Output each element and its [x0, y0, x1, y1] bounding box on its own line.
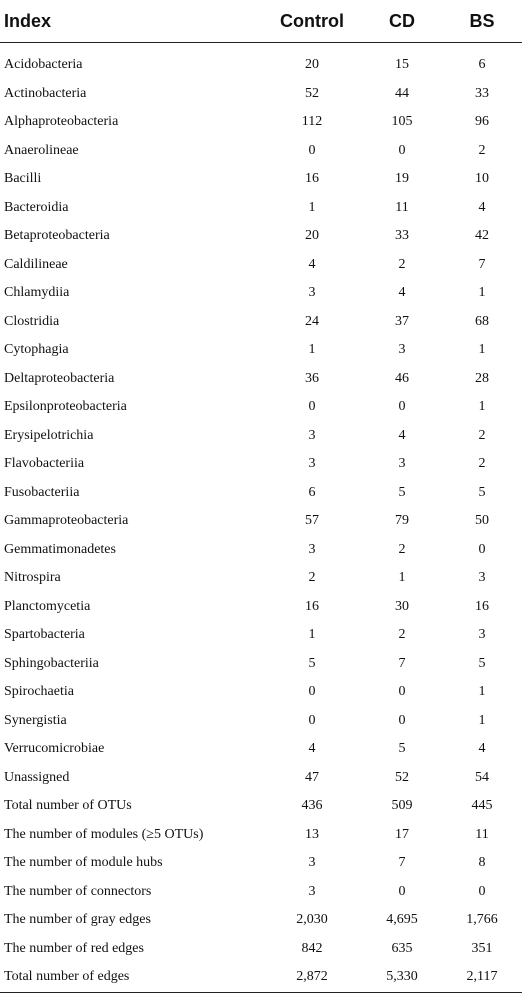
cell-control: 112 — [301, 114, 323, 130]
cell-index: Bacteroidia — [4, 199, 69, 215]
cell-cd: 44 — [395, 85, 409, 101]
table-row — [0, 507, 522, 536]
cell-bs: 3 — [478, 627, 486, 643]
cell-bs: 16 — [475, 598, 489, 614]
cell-control: 47 — [305, 769, 319, 785]
table-row — [0, 43, 522, 80]
table-row — [0, 279, 522, 308]
cell-bs: 28 — [475, 370, 489, 386]
cell-bs: 351 — [471, 940, 493, 956]
cell-control: 3 — [308, 285, 316, 301]
table-row — [0, 792, 522, 821]
cell-control: 52 — [305, 85, 319, 101]
cell-index: The number of red edges — [4, 940, 144, 956]
cell-control: 13 — [305, 826, 319, 842]
cell-cd: 79 — [395, 513, 409, 529]
cell-control: 20 — [305, 57, 319, 73]
table-row — [0, 108, 522, 137]
cell-index: The number of connectors — [4, 883, 152, 899]
cell-index: Total number of edges — [0, 963, 262, 992]
table-row — [0, 735, 522, 764]
cell-control: 842 — [301, 940, 323, 956]
cell-bs: 8 — [478, 855, 486, 871]
cell-index: The number of modules (≥5 OTUs) — [4, 826, 204, 842]
table-row — [0, 821, 522, 850]
cell-bs: 4 — [478, 741, 486, 757]
table-row — [0, 878, 522, 907]
table-row — [0, 536, 522, 565]
cell-index: Epsilonproteobacteria — [4, 399, 127, 415]
cell-bs: 3 — [478, 570, 486, 586]
cell-bs: 54 — [475, 769, 489, 785]
cell-bs: 5 — [478, 655, 486, 671]
table-row — [0, 422, 522, 451]
table-row — [0, 678, 522, 707]
cell-index: The number of module hubs — [4, 855, 163, 871]
table-row — [0, 764, 522, 793]
table-body — [0, 43, 522, 993]
cell-index: Anaerolineae — [4, 142, 79, 158]
cell-index: Cytophagia — [4, 342, 69, 358]
cell-cd: 37 — [395, 313, 409, 329]
cell-bs: 1 — [478, 684, 486, 700]
table-row — [0, 137, 522, 166]
cell-control: 20 — [305, 228, 319, 244]
cell-cd: 0 — [398, 142, 406, 158]
cell-cd: 4 — [398, 285, 406, 301]
table-row — [0, 650, 522, 679]
cell-index: Betaproteobacteria — [4, 228, 110, 244]
table-row — [0, 251, 522, 280]
cell-bs: 11 — [475, 826, 489, 842]
cell-bs: 6 — [478, 57, 486, 73]
cell-index: Erysipelotrichia — [4, 427, 94, 443]
cell-index: Unassigned — [4, 769, 70, 785]
cell-control: 36 — [305, 370, 319, 386]
table-row — [0, 308, 522, 337]
cell-cd: 1 — [398, 570, 406, 586]
cell-cd: 11 — [395, 199, 409, 215]
column-header-bs: BS — [442, 0, 522, 43]
cell-cd: 5,330 — [362, 963, 442, 992]
cell-cd: 2 — [398, 627, 406, 643]
cell-control: 5 — [308, 655, 316, 671]
cell-control: 57 — [305, 513, 319, 529]
cell-control: 6 — [308, 484, 316, 500]
cell-bs: 0 — [478, 883, 486, 899]
cell-control: 1 — [308, 342, 316, 358]
cell-index: Gammaproteobacteria — [4, 513, 129, 529]
table-row — [0, 479, 522, 508]
cell-bs: 1 — [478, 712, 486, 728]
cell-bs: 1 — [478, 342, 486, 358]
cell-control: 1 — [308, 199, 316, 215]
cell-cd: 17 — [395, 826, 409, 842]
cell-control: 436 — [301, 798, 323, 814]
cell-control: 3 — [308, 541, 316, 557]
cell-cd: 5 — [398, 484, 406, 500]
cell-bs: 2 — [478, 142, 486, 158]
cell-cd: 105 — [391, 114, 413, 130]
cell-index: Planctomycetia — [4, 598, 91, 614]
cell-control: 1 — [308, 627, 316, 643]
cell-index: Chlamydiia — [4, 285, 70, 301]
cell-index: Acidobacteria — [4, 57, 83, 73]
cell-bs: 7 — [478, 256, 486, 272]
cell-control: 4 — [308, 741, 316, 757]
cell-cd: 2 — [398, 256, 406, 272]
table-row — [0, 963, 522, 992]
cell-bs: 2,117 — [442, 963, 522, 992]
table-row — [0, 194, 522, 223]
cell-index: Alphaproteobacteria — [4, 114, 119, 130]
cell-cd: 19 — [395, 171, 409, 187]
cell-index: Total number of OTUs — [4, 798, 132, 814]
cell-control: 2 — [308, 570, 316, 586]
cell-control: 0 — [308, 142, 316, 158]
cell-control: 3 — [308, 456, 316, 472]
cell-bs: 1 — [478, 399, 486, 415]
cell-control: 3 — [308, 427, 316, 443]
table-row — [0, 336, 522, 365]
cell-index: Deltaproteobacteria — [4, 370, 115, 386]
table-row — [0, 906, 522, 935]
cell-index: Clostridia — [4, 313, 60, 329]
table-row — [0, 564, 522, 593]
cell-cd: 635 — [391, 940, 413, 956]
cell-index: The number of gray edges — [4, 912, 151, 928]
cell-bs: 96 — [475, 114, 489, 130]
cell-bs: 0 — [478, 541, 486, 557]
cell-control: 4 — [308, 256, 316, 272]
cell-cd: 3 — [398, 342, 406, 358]
cell-index: Nitrospira — [4, 570, 61, 586]
cell-control: 0 — [308, 684, 316, 700]
cell-cd: 509 — [391, 798, 413, 814]
cell-bs: 5 — [478, 484, 486, 500]
cell-bs: 10 — [475, 171, 489, 187]
cell-control: 0 — [308, 399, 316, 415]
cell-bs: 2 — [478, 427, 486, 443]
table-row — [0, 849, 522, 878]
cell-cd: 0 — [398, 883, 406, 899]
cell-control: 16 — [305, 598, 319, 614]
cell-control: 0 — [308, 712, 316, 728]
cell-index: Flavobacteriia — [4, 456, 85, 472]
cell-bs: 2 — [478, 456, 486, 472]
cell-bs: 50 — [475, 513, 489, 529]
table-row — [0, 165, 522, 194]
cell-cd: 52 — [395, 769, 409, 785]
cell-control: 3 — [308, 883, 316, 899]
table-row — [0, 621, 522, 650]
cell-bs: 68 — [475, 313, 489, 329]
cell-cd: 30 — [395, 598, 409, 614]
table-row — [0, 935, 522, 964]
cell-cd: 4,695 — [386, 912, 418, 928]
cell-cd: 0 — [398, 684, 406, 700]
cell-control: 3 — [308, 855, 316, 871]
cell-cd: 2 — [398, 541, 406, 557]
cell-cd: 0 — [398, 712, 406, 728]
table-row — [0, 450, 522, 479]
cell-cd: 15 — [395, 57, 409, 73]
table-row — [0, 222, 522, 251]
cell-index: Bacilli — [4, 171, 42, 187]
table-row — [0, 707, 522, 736]
table-row — [0, 593, 522, 622]
cell-control: 16 — [305, 171, 319, 187]
cell-bs: 1,766 — [466, 912, 498, 928]
table-row — [0, 393, 522, 422]
cell-bs: 33 — [475, 85, 489, 101]
cell-control: 2,872 — [262, 963, 362, 992]
cell-cd: 3 — [398, 456, 406, 472]
cell-index: Fusobacteriia — [4, 484, 80, 500]
cell-index: Synergistia — [4, 712, 67, 728]
column-header-index: Index — [0, 0, 262, 43]
cell-cd: 4 — [398, 427, 406, 443]
column-header-cd: CD — [362, 0, 442, 43]
cell-cd: 33 — [395, 228, 409, 244]
cell-cd: 7 — [398, 655, 406, 671]
column-header-control: Control — [262, 0, 362, 43]
cell-bs: 445 — [471, 798, 493, 814]
cell-cd: 5 — [398, 741, 406, 757]
cell-cd: 7 — [398, 855, 406, 871]
cell-index: Verrucomicrobiae — [4, 741, 105, 757]
cell-control: 2,030 — [296, 912, 328, 928]
table-row — [0, 365, 522, 394]
cell-index: Caldilineae — [4, 256, 68, 272]
cell-index: Actinobacteria — [4, 85, 87, 101]
cell-cd: 0 — [398, 399, 406, 415]
table-row — [0, 80, 522, 109]
cell-index: Spartobacteria — [4, 627, 85, 643]
cell-bs: 4 — [478, 199, 486, 215]
cell-bs: 1 — [478, 285, 486, 301]
cell-index: Sphingobacteriia — [4, 655, 99, 671]
cell-index: Gemmatimonadetes — [4, 541, 116, 557]
header-row — [0, 0, 522, 43]
cell-index: Spirochaetia — [4, 684, 74, 700]
cell-bs: 42 — [475, 228, 489, 244]
cell-control: 24 — [305, 313, 319, 329]
cell-cd: 46 — [395, 370, 409, 386]
